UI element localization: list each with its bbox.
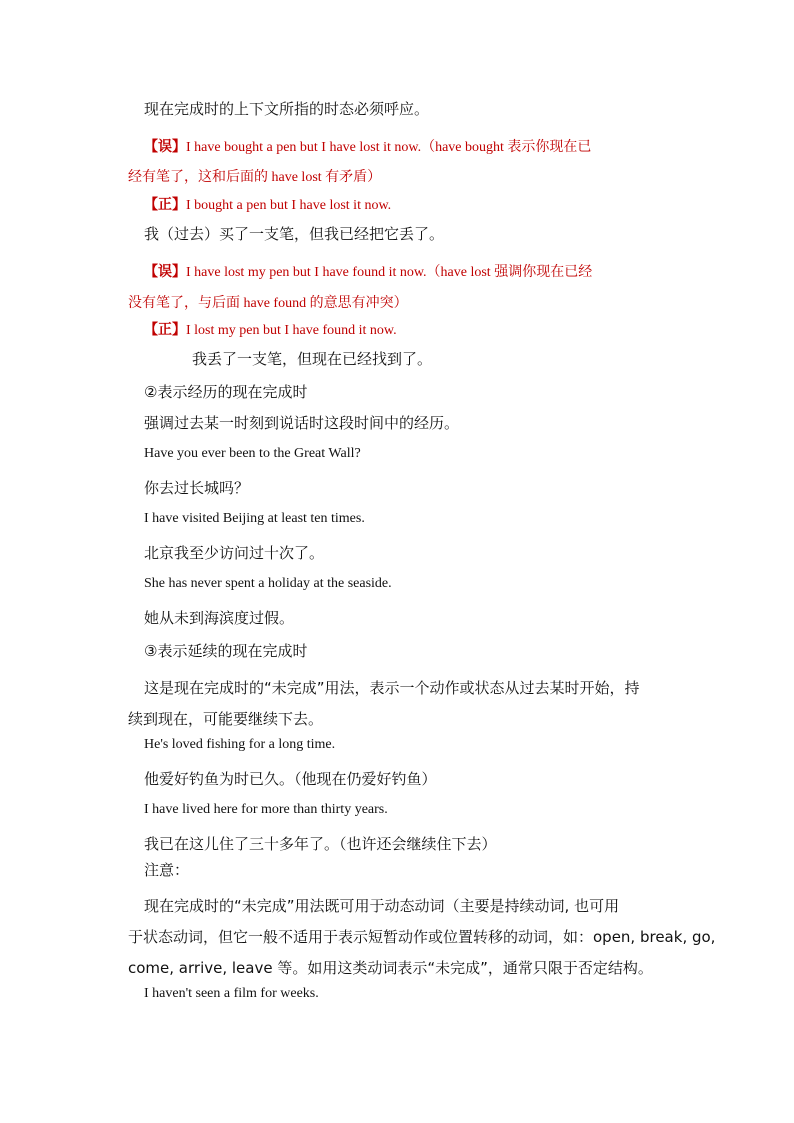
- example-sentence: She has never spent a holiday at the seaside.: [144, 576, 392, 591]
- translation-2: 我丢了一支笔，但现在已经找到了。: [192, 350, 433, 368]
- wrong-sentence-2-line2: 没有笔了，与后面 have found 的意思有冲突）: [128, 296, 408, 311]
- translation-1: 我（过去）买了一支笔，但我已经把它丢了。: [144, 225, 445, 243]
- wrong-example-2: [144, 261, 592, 281]
- example-translation: 他爱好钓鱼为时已久。（他现在仍爱好钓鱼）: [144, 770, 437, 788]
- example-sentence: I have lived here for more than thirty years.: [144, 802, 388, 817]
- example-translation: 你去过长城吗？: [144, 479, 250, 497]
- final-example-sentence: I haven't seen a film for weeks.: [144, 986, 319, 1001]
- right-example-1: [144, 194, 391, 214]
- wrong-sentence-1-line1: I have bought a pen but I have lost it now.（have bought 表示你现在已: [186, 140, 592, 155]
- section-2-description: 强调过去某一时刻到说话时这段时间中的经历。: [144, 414, 460, 432]
- note-line1: 现在完成时的“未完成”用法既可用于动态动词（主要是持续动词, 也可用: [144, 897, 620, 915]
- example-translation: 我已在这儿住了三十多年了。（也许还会继续住下去）: [144, 835, 497, 853]
- wrong-sentence-1-line2: 经有笔了，这和后面的 have lost 有矛盾）: [128, 170, 382, 185]
- right-example-2: [144, 319, 397, 339]
- wrong-tag: 【误】: [144, 264, 186, 280]
- right-sentence-2: I lost my pen but I have found it now.: [186, 323, 397, 338]
- wrong-sentence-2-line1: I have lost my pen but I have found it now.（have lost 强调你现在已经: [186, 265, 593, 280]
- note-line2: 于状态动词，但它一般不适用于表示短暂动作或位置转移的动词，如：open, break, go,: [128, 928, 716, 946]
- note-line3: come, arrive, leave 等。如用这类动词表示“未完成”，通常只限于否定结构。: [128, 959, 653, 977]
- example-sentence: Have you ever been to the Great Wall?: [144, 446, 361, 461]
- section-3-description-line2: 续到现在，可能要继续下去。: [128, 710, 324, 728]
- section-3-description-line1: 这是现在完成时的“未完成”用法，表示一个动作或状态从过去某时开始，持: [144, 679, 640, 697]
- right-sentence-1: I bought a pen but I have lost it now.: [186, 198, 392, 213]
- example-sentence: He's loved fishing for a long time.: [144, 737, 336, 752]
- example-sentence: I have visited Beijing at least ten times.: [144, 511, 365, 526]
- right-tag: 【正】: [144, 197, 186, 213]
- right-tag: 【正】: [144, 322, 186, 338]
- section-2-title: ②表示经历的现在完成时: [144, 383, 308, 401]
- intro-text: 现在完成时的上下文所指的时态必须呼应。: [144, 100, 430, 118]
- example-translation: 北京我至少访问过十次了。: [144, 544, 325, 562]
- wrong-tag: 【误】: [144, 139, 186, 155]
- section-3-title: ③表示延续的现在完成时: [144, 642, 308, 660]
- example-translation: 她从未到海滨度过假。: [144, 609, 295, 627]
- wrong-example-1: [144, 136, 591, 156]
- note-label: 注意：: [144, 861, 190, 879]
